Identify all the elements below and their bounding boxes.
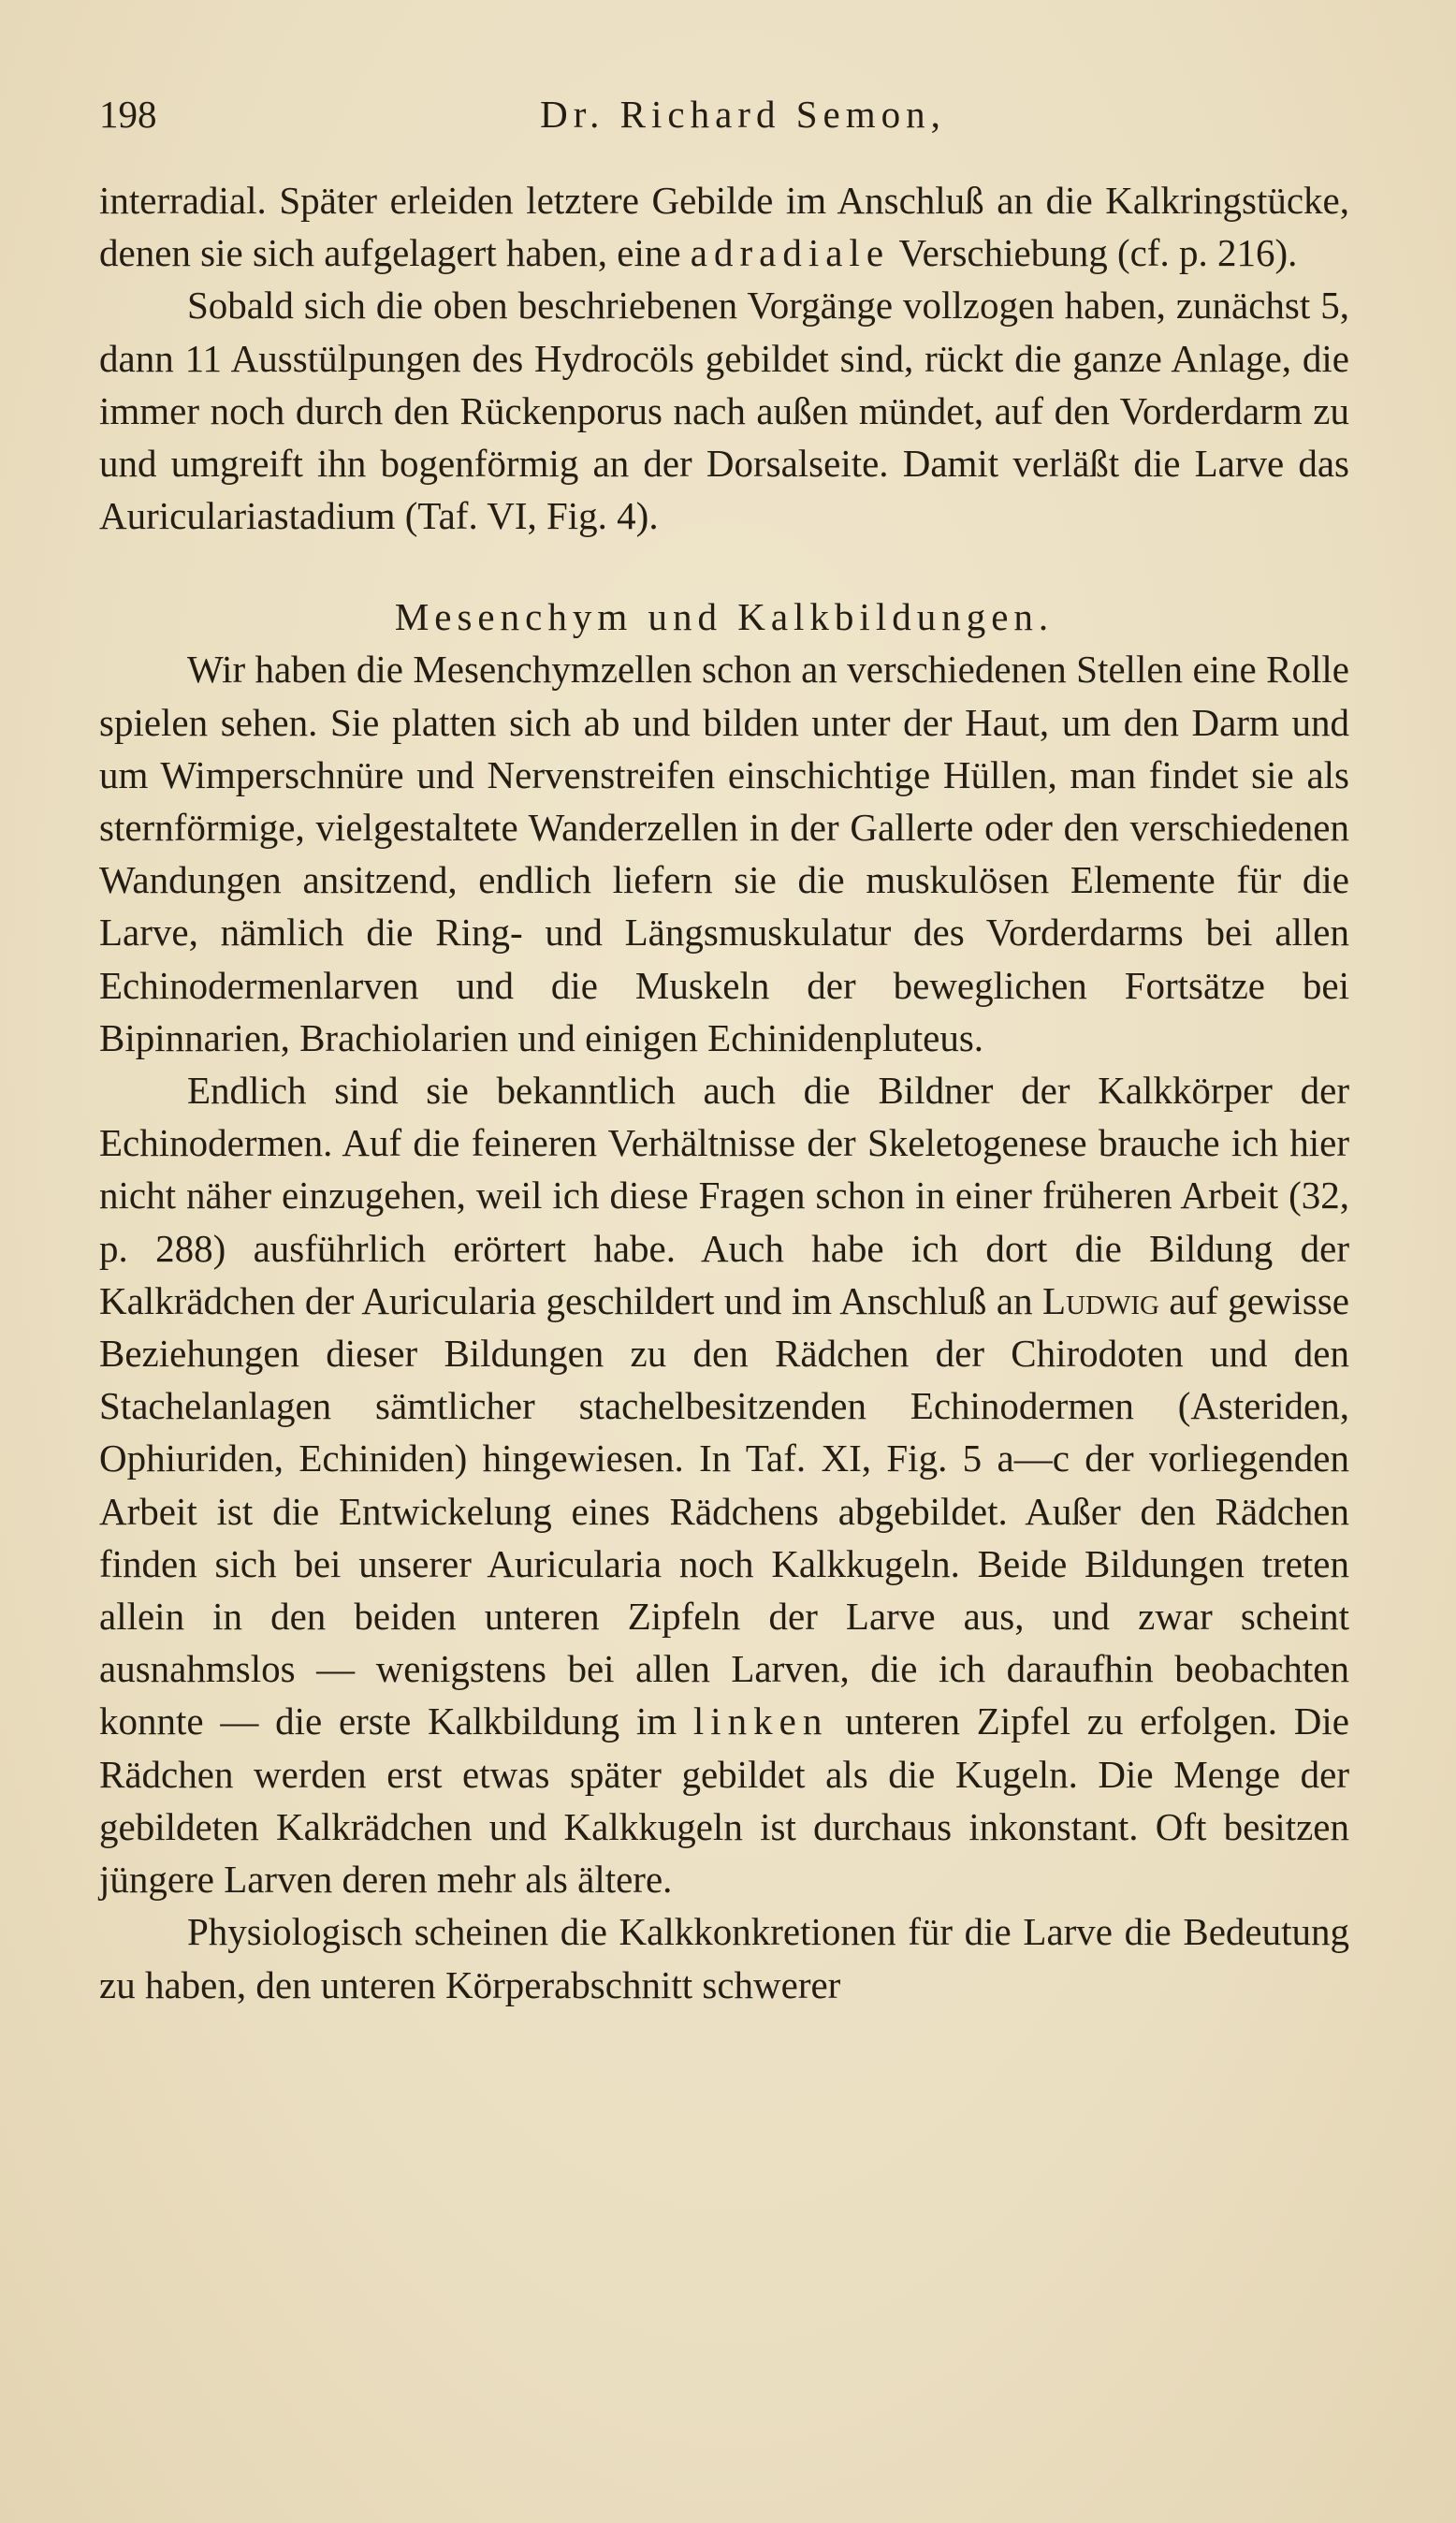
paragraph-3: Wir haben die Mesenchymzellen schon an verschiedenen Stellen eine Rolle spielen sehen. Sie platten sich ab und bilden unter der Haut, um den Darm und um Wimperschnüre und Nervenstreifen einschichtige Hüllen, man findet sie als sternförmige, vielgestaltete Wanderzellen in der Gallerte oder den verschiedenen Wandungen ansitzend, endlich liefern sie die muskulösen Elemente für die Larve, nämlich die Ring- und Längsmuskulatur des Vorderdarms bei allen Echinodermenlarven und die Muskeln der beweglichen Fortsätze bei Bipinnarien, Brachiolarien und einigen Echinidenpluteus.	[99, 648, 1349, 1059]
paragraph-4-text-c: unteren Zipfel zu erfolgen. Die Rädchen werden erst etwas später gebildet als die Kugeln. Die Menge der gebildeten Kalkrädchen und Kalkkugeln ist durchaus inkonstant. Oft besitzen jüngere Larven deren mehr als ältere.	[99, 1699, 1349, 1902]
paragraph-5: Physiologisch scheinen die Kalkkonkretionen für die Larve die Bedeutung zu haben, den unteren Körperabschnitt schwerer	[99, 1910, 1349, 2006]
paragraph-4-text-a: Endlich sind sie bekanntlich auch die Bildner der Kalkkörper der Echinodermen. Auf die feineren Verhältnisse der Skeletogenese brauche ich hier nicht näher einzugehen, weil ich diese Fragen schon in einer früheren Arbeit (32, p. 288) ausführlich erörtert habe. Auch habe ich dort die Bildung der Kalkrädchen der Auricularia geschildert und im Anschluß an	[99, 1069, 1349, 1322]
running-head: Dr. Richard Semon,	[540, 93, 946, 136]
paragraph-4	[99, 1064, 1349, 1905]
page-header	[99, 92, 1349, 148]
paragraph-4-text-b: auf gewisse Beziehungen dieser Bildungen zu den Rädchen der Chirodoten und den Stachelanlagen sämtlicher stachelbesitzenden Echinodermen (Asteriden, Ophiuriden, Echiniden) hingewiesen. In Taf. XI, Fig. 5 a—c der vorliegenden Arbeit ist die Entwickelung eines Rädchens abgebildet. Außer den Rädchen finden sich bei unserer Auricularia noch Kalkkugeln. Beide Bildungen treten allein in den beiden unteren Zipfeln der Larve aus, und zwar scheint ausnahmslos — wenigstens bei allen Larven, die ich daraufhin beobachten konnte — die erste Kalkbildung im	[99, 1278, 1349, 1743]
section-heading: Mesenchym und Kalkbildungen.	[394, 595, 1055, 639]
emphasis-adradiale: adradiale	[690, 231, 891, 275]
page-body	[99, 174, 1349, 2011]
paragraph-1-text: interradial. Später erleiden letztere Gebilde im Anschluß an die Kalkringstücke, denen sie sich aufgelagert haben, eine	[99, 179, 1349, 275]
paragraph-1-end: Verschiebung (cf. p. 216).	[890, 231, 1298, 275]
paragraph-2: Sobald sich die oben beschriebenen Vorgänge vollzogen haben, zunächst 5, dann 11 Ausstülpungen des Hydrocöls gebildet sind, rückt die ganze Anlage, die immer noch durch den Rückenporus nach außen mündet, auf den Vorderdarm zu und umgreift ihn bogenförmig an der Dorsalseite. Damit verläßt die Larve das Auriculariastadium (Taf. VI, Fig. 4).	[99, 284, 1349, 538]
paragraph-1	[99, 174, 1349, 279]
page-number: 198	[99, 93, 157, 136]
emphasis-linken: linken	[692, 1699, 829, 1743]
author-name-ludwig: Ludwig	[1042, 1278, 1159, 1322]
